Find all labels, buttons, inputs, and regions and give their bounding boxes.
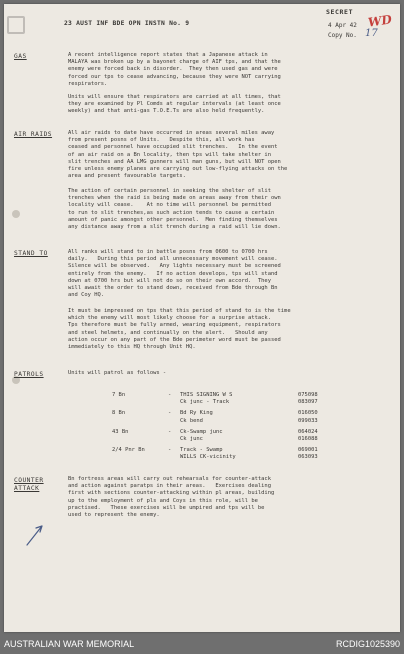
- patrol-unit: 7 Bn: [112, 392, 126, 398]
- copy-label: Copy No.: [328, 32, 357, 39]
- footer-institution: AUSTRALIAN WAR MEMORIAL: [4, 639, 135, 649]
- patrols-intro: Units will patrol as follows -: [68, 370, 167, 376]
- patrol-map-ref: 064024 016088: [298, 428, 318, 443]
- patrol-unit: 43 Bn: [112, 428, 129, 435]
- patrol-row: [68, 392, 388, 406]
- patrol-row: [68, 410, 388, 424]
- document-title: 23 AUST INF BDE OPN INSTN No. 9: [64, 20, 190, 27]
- heading-gas: GAS: [14, 53, 27, 60]
- patrol-row: [68, 429, 388, 443]
- patrol-row: [68, 447, 388, 461]
- patrol-map-ref: 069001 063093: [298, 447, 318, 461]
- patrol-route: Bd Ry King Ck bend: [180, 410, 213, 424]
- air-raids-paragraph-2: The action of certain personnel in seeking the shelter of slit trenches when the raid is being made on areas away from their own locality will cease. At no time will personnel be permitted to run to slit trenches,as such action tends to cause a certain amount of panic amongst other personnel. Men finding themselves any distance away from a slit trench during a raid will lie down.: [68, 188, 281, 231]
- counter-attack-paragraph: Bn fortress areas will carry out rehearsals for counter-attack and action against paratps in their areas. Exercises dealing first with sections counter-attacking within pl areas, building up to the employment of pls and Coys in this role, will be practised. These exercises will be umpired and tps will be used to represent the enemy.: [68, 476, 275, 519]
- handwritten-copy-number: 17: [365, 28, 378, 39]
- patrol-dash: -: [168, 447, 172, 454]
- heading-stand-to: STAND TO: [14, 250, 48, 257]
- patrol-route: THIS SIGNING W S Ck junc - Track: [180, 392, 233, 406]
- patrol-route: Track - Swamp WILLS CK-vicinity: [180, 447, 236, 461]
- patrol-dash: -: [168, 410, 172, 417]
- handwritten-initials: WD: [367, 12, 393, 30]
- heading-patrols: PATROLS: [14, 371, 44, 378]
- pen-arrow-icon: [24, 522, 46, 548]
- corner-mark: [7, 16, 25, 34]
- classification: SECRET: [326, 8, 354, 16]
- stand-to-paragraph-1: All ranks will stand to in battle posns from 0600 to 0700 hrs daily. During this period all unnecessary movement will cease. Silence will be observed. Any lights necessary must be screened entirely from the enemy. If no action develops, tps will stand down at 0700 hrs but will not do so on their own accord. They will await the order to stand down, received from Bde through Bn and Coy HQ.: [68, 249, 281, 299]
- gas-paragraph-1: A recent intelligence report states that a Japanese attack in MALAYA was broken up by a bayonet charge of AIF tps, and that the enemy were forced back in disorder. They then used gas and were forced our tps to cease advancing, because they were NOT carrying respirators.: [68, 52, 281, 87]
- patrol-unit: 2/4 Pnr Bn: [112, 447, 145, 454]
- patrol-route: Ck-Swamp junc Ck junc: [180, 428, 223, 443]
- patrol-map-ref: 075098 083097: [298, 392, 318, 406]
- footer-record-id: RCDIG1025390: [335, 639, 400, 649]
- air-raids-paragraph-1: All air raids to date have occurred in areas several miles away from present posns of Units. Despite this, all work has ceased and personnel have occupied slit trenches. In the event of an air raid on a Bn locality, then tps will take shelter in slit trenches and AA LMG gunners will man guns, but will NOT open fire unless enemy planes are carrying out low-flying attacks on the area and present favourable targets.: [68, 130, 288, 180]
- document-date: 4 Apr 42: [328, 22, 357, 29]
- gas-paragraph-2: Units will ensure that respirators are carried at all times, that they are examined by Pl Comds at regular intervals (at least once weekly) and that anti-gas T.O.E.Ts are also held frequently.: [68, 94, 281, 115]
- patrol-dash: -: [168, 392, 172, 398]
- punch-hole: [12, 210, 20, 218]
- stand-to-paragraph-2: It must be impressed on tps that this period of stand to is the time which the enemy will most likely choose for a surprise attack. Tps therefore must be fully armed, wearing equipment, respirators and steel helmets, and continually on the alert. Should any action occur on any part of the Bde perimeter word must be passed immediately to this HQ through Unit HQ.: [68, 308, 291, 351]
- patrol-map-ref: 016050 099033: [298, 410, 318, 424]
- document-page: [4, 4, 400, 632]
- patrol-dash: -: [168, 428, 172, 435]
- patrol-table: [68, 392, 388, 466]
- archive-footer: [0, 636, 404, 654]
- heading-counter-attack: COUNTER ATTACK: [14, 477, 44, 492]
- patrol-unit: 8 Bn: [112, 410, 126, 417]
- heading-air-raids: AIR RAIDS: [14, 131, 53, 138]
